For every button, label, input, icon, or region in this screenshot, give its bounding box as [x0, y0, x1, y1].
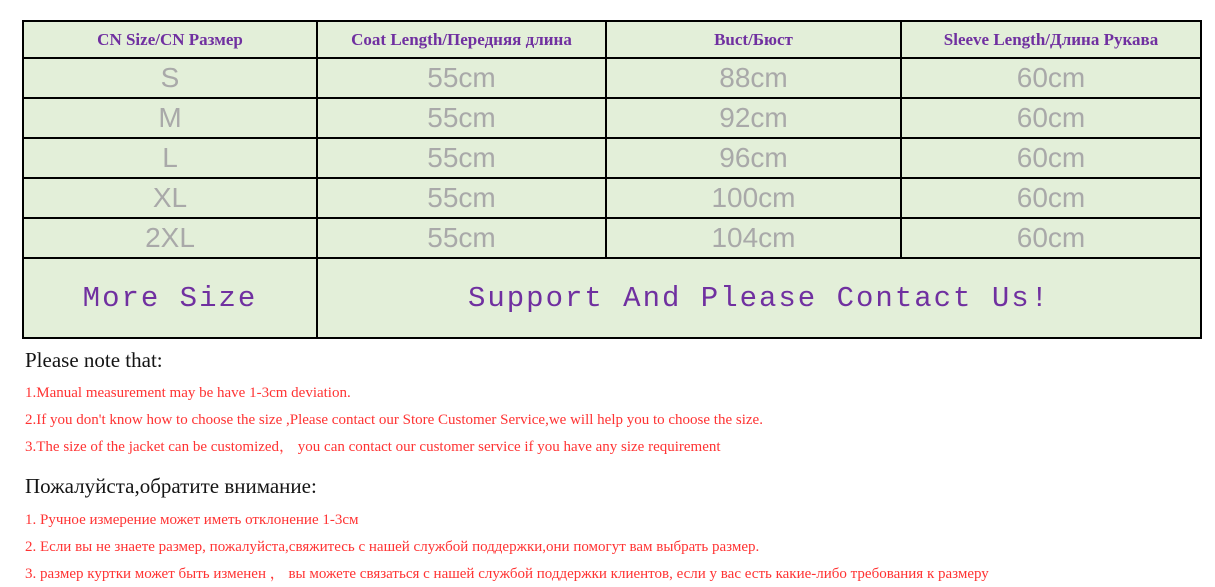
- table-row-2xl: [23, 218, 1201, 258]
- coat-length-cell: 55cm: [317, 178, 606, 218]
- notes-heading-en: Please note that:: [25, 348, 163, 372]
- more-size-cell: More Size: [23, 258, 317, 338]
- size-chart: [22, 20, 1200, 339]
- note-ru-3: 3. размер куртки может быть изменен ， вы можете связаться с нашей службой поддержки клиентов, если у вас есть какие-либо требования к размеру: [25, 566, 989, 582]
- sleeve-cell: 60cm: [901, 218, 1201, 258]
- size-cell: M: [23, 98, 317, 138]
- size-cell: L: [23, 138, 317, 178]
- sleeve-cell: 60cm: [901, 98, 1201, 138]
- note-en-3: 3.The size of the jacket can be customized， you can contact our customer service if you have any size requirement: [25, 439, 721, 455]
- coat-length-cell: 55cm: [317, 138, 606, 178]
- note-en-1: 1.Manual measurement may be have 1-3cm deviation.: [25, 385, 351, 401]
- notes-section: [25, 348, 1215, 582]
- header-cn-size: CN Size/CN Размер: [23, 21, 317, 58]
- bust-cell: 96cm: [606, 138, 901, 178]
- sleeve-cell: 60cm: [901, 138, 1201, 178]
- table-row-s: [23, 58, 1201, 98]
- size-cell: 2XL: [23, 218, 317, 258]
- size-chart-table: [22, 20, 1202, 339]
- table-row-l: [23, 138, 1201, 178]
- coat-length-cell: 55cm: [317, 98, 606, 138]
- bust-cell: 88cm: [606, 58, 901, 98]
- table-footer-row: [23, 258, 1201, 338]
- sleeve-cell: 60cm: [901, 58, 1201, 98]
- note-ru-2: 2. Если вы не знаете размер, пожалуйста,свяжитесь с нашей службой поддержки,они помогут вам выбрать размер.: [25, 539, 760, 555]
- coat-length-cell: 55cm: [317, 218, 606, 258]
- table-row-xl: [23, 178, 1201, 218]
- note-en-2: 2.If you don't know how to choose the size ,Please contact our Store Customer Service,we will help you to choose the size.: [25, 412, 763, 428]
- notes-heading-ru: Пожалуйста,обратите внимание:: [25, 474, 317, 498]
- header-coat-length: Coat Length/Передняя длина: [317, 21, 606, 58]
- bust-cell: 100cm: [606, 178, 901, 218]
- header-bust: Buct/Бюст: [606, 21, 901, 58]
- size-cell: S: [23, 58, 317, 98]
- note-ru-1: 1. Ручное измерение может иметь отклонение 1-3см: [25, 512, 359, 528]
- sleeve-cell: 60cm: [901, 178, 1201, 218]
- table-header-row: [23, 21, 1201, 58]
- bust-cell: 104cm: [606, 218, 901, 258]
- header-sleeve-length: Sleeve Length/Длина Рукава: [901, 21, 1201, 58]
- support-message-cell: Support And Please Contact Us!: [317, 258, 1201, 338]
- table-row-m: [23, 98, 1201, 138]
- coat-length-cell: 55cm: [317, 58, 606, 98]
- bust-cell: 92cm: [606, 98, 901, 138]
- size-cell: XL: [23, 178, 317, 218]
